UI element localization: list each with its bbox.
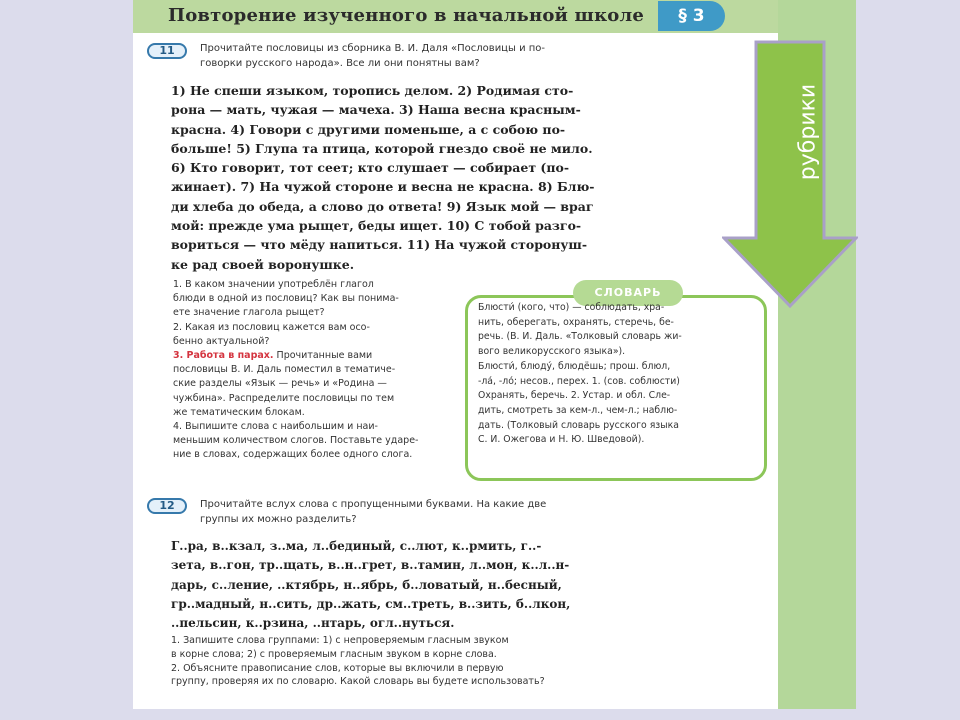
task-line: меньшим количеством слогов. Поставьте ударе- bbox=[173, 435, 419, 447]
dictionary-line: -ла́, -ло́; несов., перех. 1. (сов. соблюсти) bbox=[478, 375, 680, 387]
instruction-line: Прочитайте вслух слова с пропущенными буквами. На какие две bbox=[200, 499, 547, 510]
words-line: Г..ра, в..кзал, з..ма, л..бединый, с..лют, к..рмить, г..- bbox=[171, 539, 542, 553]
task-line: 1. Запишите слова группами: 1) с непроверяемым гласным звуком bbox=[171, 635, 509, 646]
dictionary-line: С. И. Ожегова и Н. Ю. Шведовой). bbox=[478, 434, 645, 446]
task-line: же тематическим блокам. bbox=[173, 406, 305, 418]
task-line bbox=[173, 349, 457, 363]
proverb-line: 1) Не спеши языком, торопись делом. 2) Родимая сто- bbox=[171, 83, 574, 98]
task-line: ние в словах, содержащих более одного слога. bbox=[173, 449, 413, 461]
down-arrow-icon bbox=[722, 40, 858, 308]
dictionary-line: вого великорусского языка»). bbox=[478, 346, 626, 358]
words-line: дарь, с..ление, ..ктябрь, н..ябрь, б..ловатый, н..бесный, bbox=[171, 577, 562, 592]
task-line: ете значение глагола рыщет? bbox=[173, 307, 325, 319]
section-number-badge: § 3 bbox=[658, 1, 725, 31]
proverb-line: ке рад своей воронушке. bbox=[171, 256, 355, 272]
dictionary-line: дить, смотреть за кем-л., чем-л.; наблю- bbox=[478, 404, 678, 416]
task-line: 4. Выпишите слова с наибольшим и наи- bbox=[173, 421, 378, 433]
proverb-line: ди хлеба до обеда, а слово до ответа! 9) Язык мой — враг bbox=[171, 198, 594, 214]
section-header-bar bbox=[133, 0, 778, 33]
task-line: 2. Какая из пословиц кажется вам осо- bbox=[173, 321, 370, 333]
exercise-11-tasks bbox=[173, 278, 457, 463]
task-line: в корне слова; 2) с проверяемым гласным звуком в корне слова. bbox=[171, 648, 497, 660]
dictionary-line: речь. (В. И. Даль. «Толковый словарь жи- bbox=[478, 331, 682, 343]
task-line: 1. В каком значении употреблён глагол bbox=[173, 279, 374, 290]
task-line: бенно актуальной? bbox=[173, 335, 270, 347]
dictionary-heading: СЛОВАРЬ bbox=[573, 280, 683, 306]
proverb-line: больше! 5) Глупа та птица, которой гнездо своё не мило. bbox=[171, 140, 593, 156]
dictionary-line: Блюсти́ (кого, что) — соблюдать, хра- bbox=[478, 302, 665, 313]
arrow-label: рубрики bbox=[795, 83, 821, 181]
exercise-12-badge: 12 bbox=[147, 498, 187, 514]
proverbs-text bbox=[171, 81, 641, 274]
task-line: блюди в одной из пословиц? Как вы понима- bbox=[173, 293, 399, 305]
task-line: пословицы В. И. Даль поместил в тематиче- bbox=[173, 364, 396, 376]
dictionary-line: Блюсти́, блюду́, блюдёшь; прош. блюл, bbox=[478, 360, 671, 372]
task-line: ские разделы «Язык — речь» и «Родина — bbox=[173, 378, 387, 390]
instruction-line: Прочитайте пословицы из сборника В. И. Даля «Пословицы и по- bbox=[200, 43, 546, 54]
proverb-line: мой: прежде ума рыщет, беды ищет. 10) С тобой разго- bbox=[171, 218, 582, 234]
dictionary-text bbox=[478, 301, 760, 448]
exercise-11-instruction bbox=[200, 41, 545, 71]
proverb-line: рона — мать, чужая — мачеха. 3) Наша весна красным- bbox=[171, 102, 581, 118]
exercise-12-tasks bbox=[171, 634, 671, 689]
instruction-line: говорки русского народа». Все ли они понятны вам? bbox=[200, 58, 480, 69]
words-line: ..пельсин, к..рзина, ..нтарь, огл..нуться. bbox=[171, 616, 455, 631]
task-line: чужбина». Распределите пословицы по тем bbox=[173, 392, 395, 404]
exercise-11-badge: 11 bbox=[147, 43, 187, 59]
words-line: гр..мадный, н..сить, др..жать, см..треть, в..зить, б..лкон, bbox=[171, 596, 571, 611]
proverb-line: красна. 4) Говори с другими поменьше, а с собою по- bbox=[171, 121, 566, 137]
words-line: зета, в..гон, тр..щать, в..н..грет, в..тамин, л..мон, к..л..н- bbox=[171, 558, 570, 573]
task-line-rest: Прочитанные вами bbox=[273, 350, 373, 362]
task-line: группу, проверяя их по словарю. Какой словарь вы будете использовать? bbox=[171, 676, 545, 688]
exercise-12-instruction bbox=[200, 497, 546, 527]
missing-letter-words bbox=[171, 537, 651, 633]
dictionary-line: нить, оберегать, охранять, стеречь, бе- bbox=[478, 316, 674, 328]
pair-work-label: 3. Работа в парах. bbox=[173, 350, 274, 362]
task-line: 2. Объясните правописание слов, которые вы включили в первую bbox=[171, 662, 504, 674]
proverb-line: 6) Кто говорит, тот сеет; кто слушает — собирает (по- bbox=[171, 160, 570, 176]
section-title: Повторение изученного в начальной школе bbox=[168, 5, 645, 26]
dictionary-line: дать. (Толковый словарь русского языка bbox=[478, 419, 679, 431]
proverb-line: вориться — что мёду напиться. 11) На чужой сторонуш- bbox=[171, 237, 588, 253]
instruction-line: группы их можно разделить? bbox=[200, 514, 357, 525]
proverb-line: жинает). 7) На чужой стороне и весна не красна. 8) Блю- bbox=[171, 179, 595, 195]
dictionary-line: Охранять, беречь. 2. Устар. и обл. Сле- bbox=[478, 390, 671, 402]
